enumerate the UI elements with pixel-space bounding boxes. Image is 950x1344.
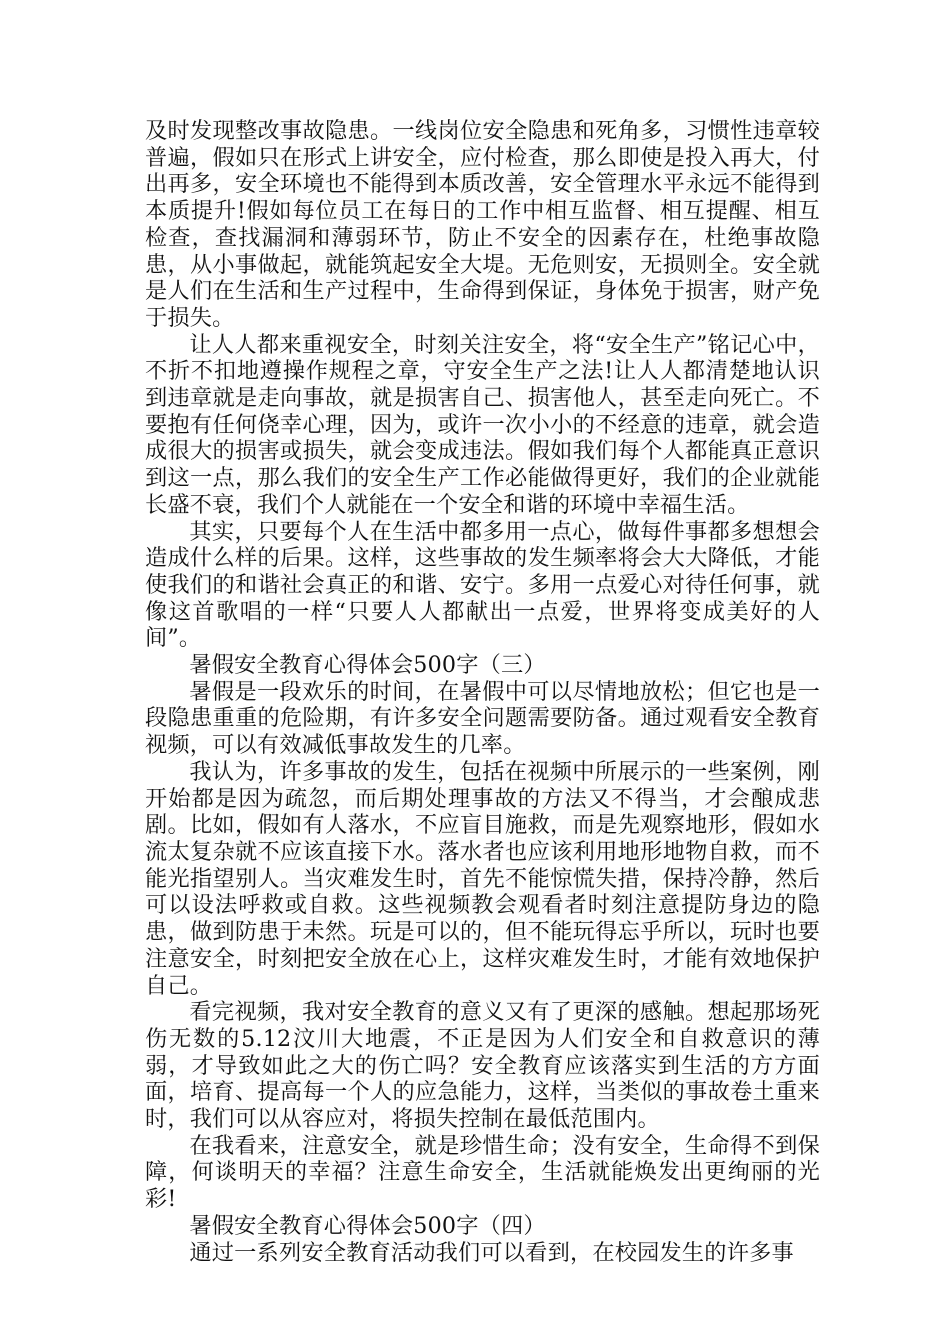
paragraph-5: 我认为，许多事故的发生，包括在视频中所展示的一些案例，刚开始都是因为疏忽，而后期处理事故的方法又不得当，才会酿成悲剧。比如，假如有人落水，不应盲目施救，而是先观察地形，假如水流太复杂就不应该直接下水。落水者也应该利用地形地物自救，而不能光指望别人。当灾难发生时，首先不能惊慌失措，保持冷静，然后可以设法呼救或自救。这些视频教会观看者时刻注意提防身边的隐患，做到防患于未然。玩是可以的，但不能玩得忘乎所以，玩时也要注意安全，时刻把安全放在心上，这样灾难发生时，才能有效地保护自己。: [145, 758, 820, 999]
paragraph-3: 其实，只要每个人在生活中都多用一点心，做每件事都多想想会造成什么样的后果。这样，这些事故的发生频率将会大大降低，才能使我们的和谐社会真正的和谐、安宁。多用一点爱心对待任何事，就像这首歌唱的一样“只要人人都献出一点爱，世界将变成美好的人间”。: [145, 518, 820, 652]
paragraph-7: 在我看来，注意安全，就是珍惜生命；没有安全，生命得不到保障，何谈明天的幸福？注意生命安全，生活就能焕发出更绚丽的光彩!: [145, 1132, 820, 1213]
section-heading-3: 暑假安全教育心得体会500字（三）: [189, 652, 546, 679]
paragraph-6: 看完视频，我对安全教育的意义又有了更深的感触。想起那场死伤无数的5.12汶川大地震，不正是因为人们安全和自救意识的薄弱，才导致如此之大的伤亡吗？安全教育应该落实到生活的方方面面，培育、提高每一个人的应急能力，这样，当类似的事故卷土重来时，我们可以从容应对，将损失控制在最低范围内。: [145, 999, 820, 1133]
paragraph-1: 及时发现整改事故隐患。一线岗位安全隐患和死角多，习惯性违章较普遍，假如只在形式上讲安全，应付检查，那么即使是投入再大，付出再多，安全环境也不能得到本质改善，安全管理水平永远不能得到本质提升!假如每位员工在每日的工作中相互监督、相互提醒、相互检查，查找漏洞和薄弱环节，防止不安全的因素存在，杜绝事故隐患，从小事做起，就能筑起安全大堤。无危则安，无损则全。安全就是人们在生活和生产过程中，生命得到保证，身体免于损害，财产免于损失。: [145, 118, 820, 331]
section-heading-4: 暑假安全教育心得体会500字（四）: [189, 1212, 546, 1239]
document-page: [145, 118, 820, 1266]
paragraph-2: 让人人都来重视安全，时刻关注安全，将“安全生产”铭记心中，不折不扣地遵操作规程之章，守安全生产之法!让人人都清楚地认识到违章就是走向事故，就是损害自己、损害他人，甚至走向死亡。不要抱有任何侥幸心理，因为，或许一次小小的不经意的违章，就会造成很大的损害或损失，就会变成违法。假如我们每个人都能真正意识到这一点，那么我们的安全生产工作必能做得更好，我们的企业就能长盛不衰，我们个人就能在一个安全和谐的环境中幸福生活。: [145, 331, 820, 518]
paragraph-4: 暑假是一段欢乐的时间，在暑假中可以尽情地放松；但它也是一段隐患重重的危险期，有许多安全问题需要防备。通过观看安全教育视频，可以有效减低事故发生的几率。: [145, 678, 820, 759]
paragraph-8: 通过一系列安全教育活动我们可以看到，在校园发生的许多事: [189, 1239, 794, 1266]
